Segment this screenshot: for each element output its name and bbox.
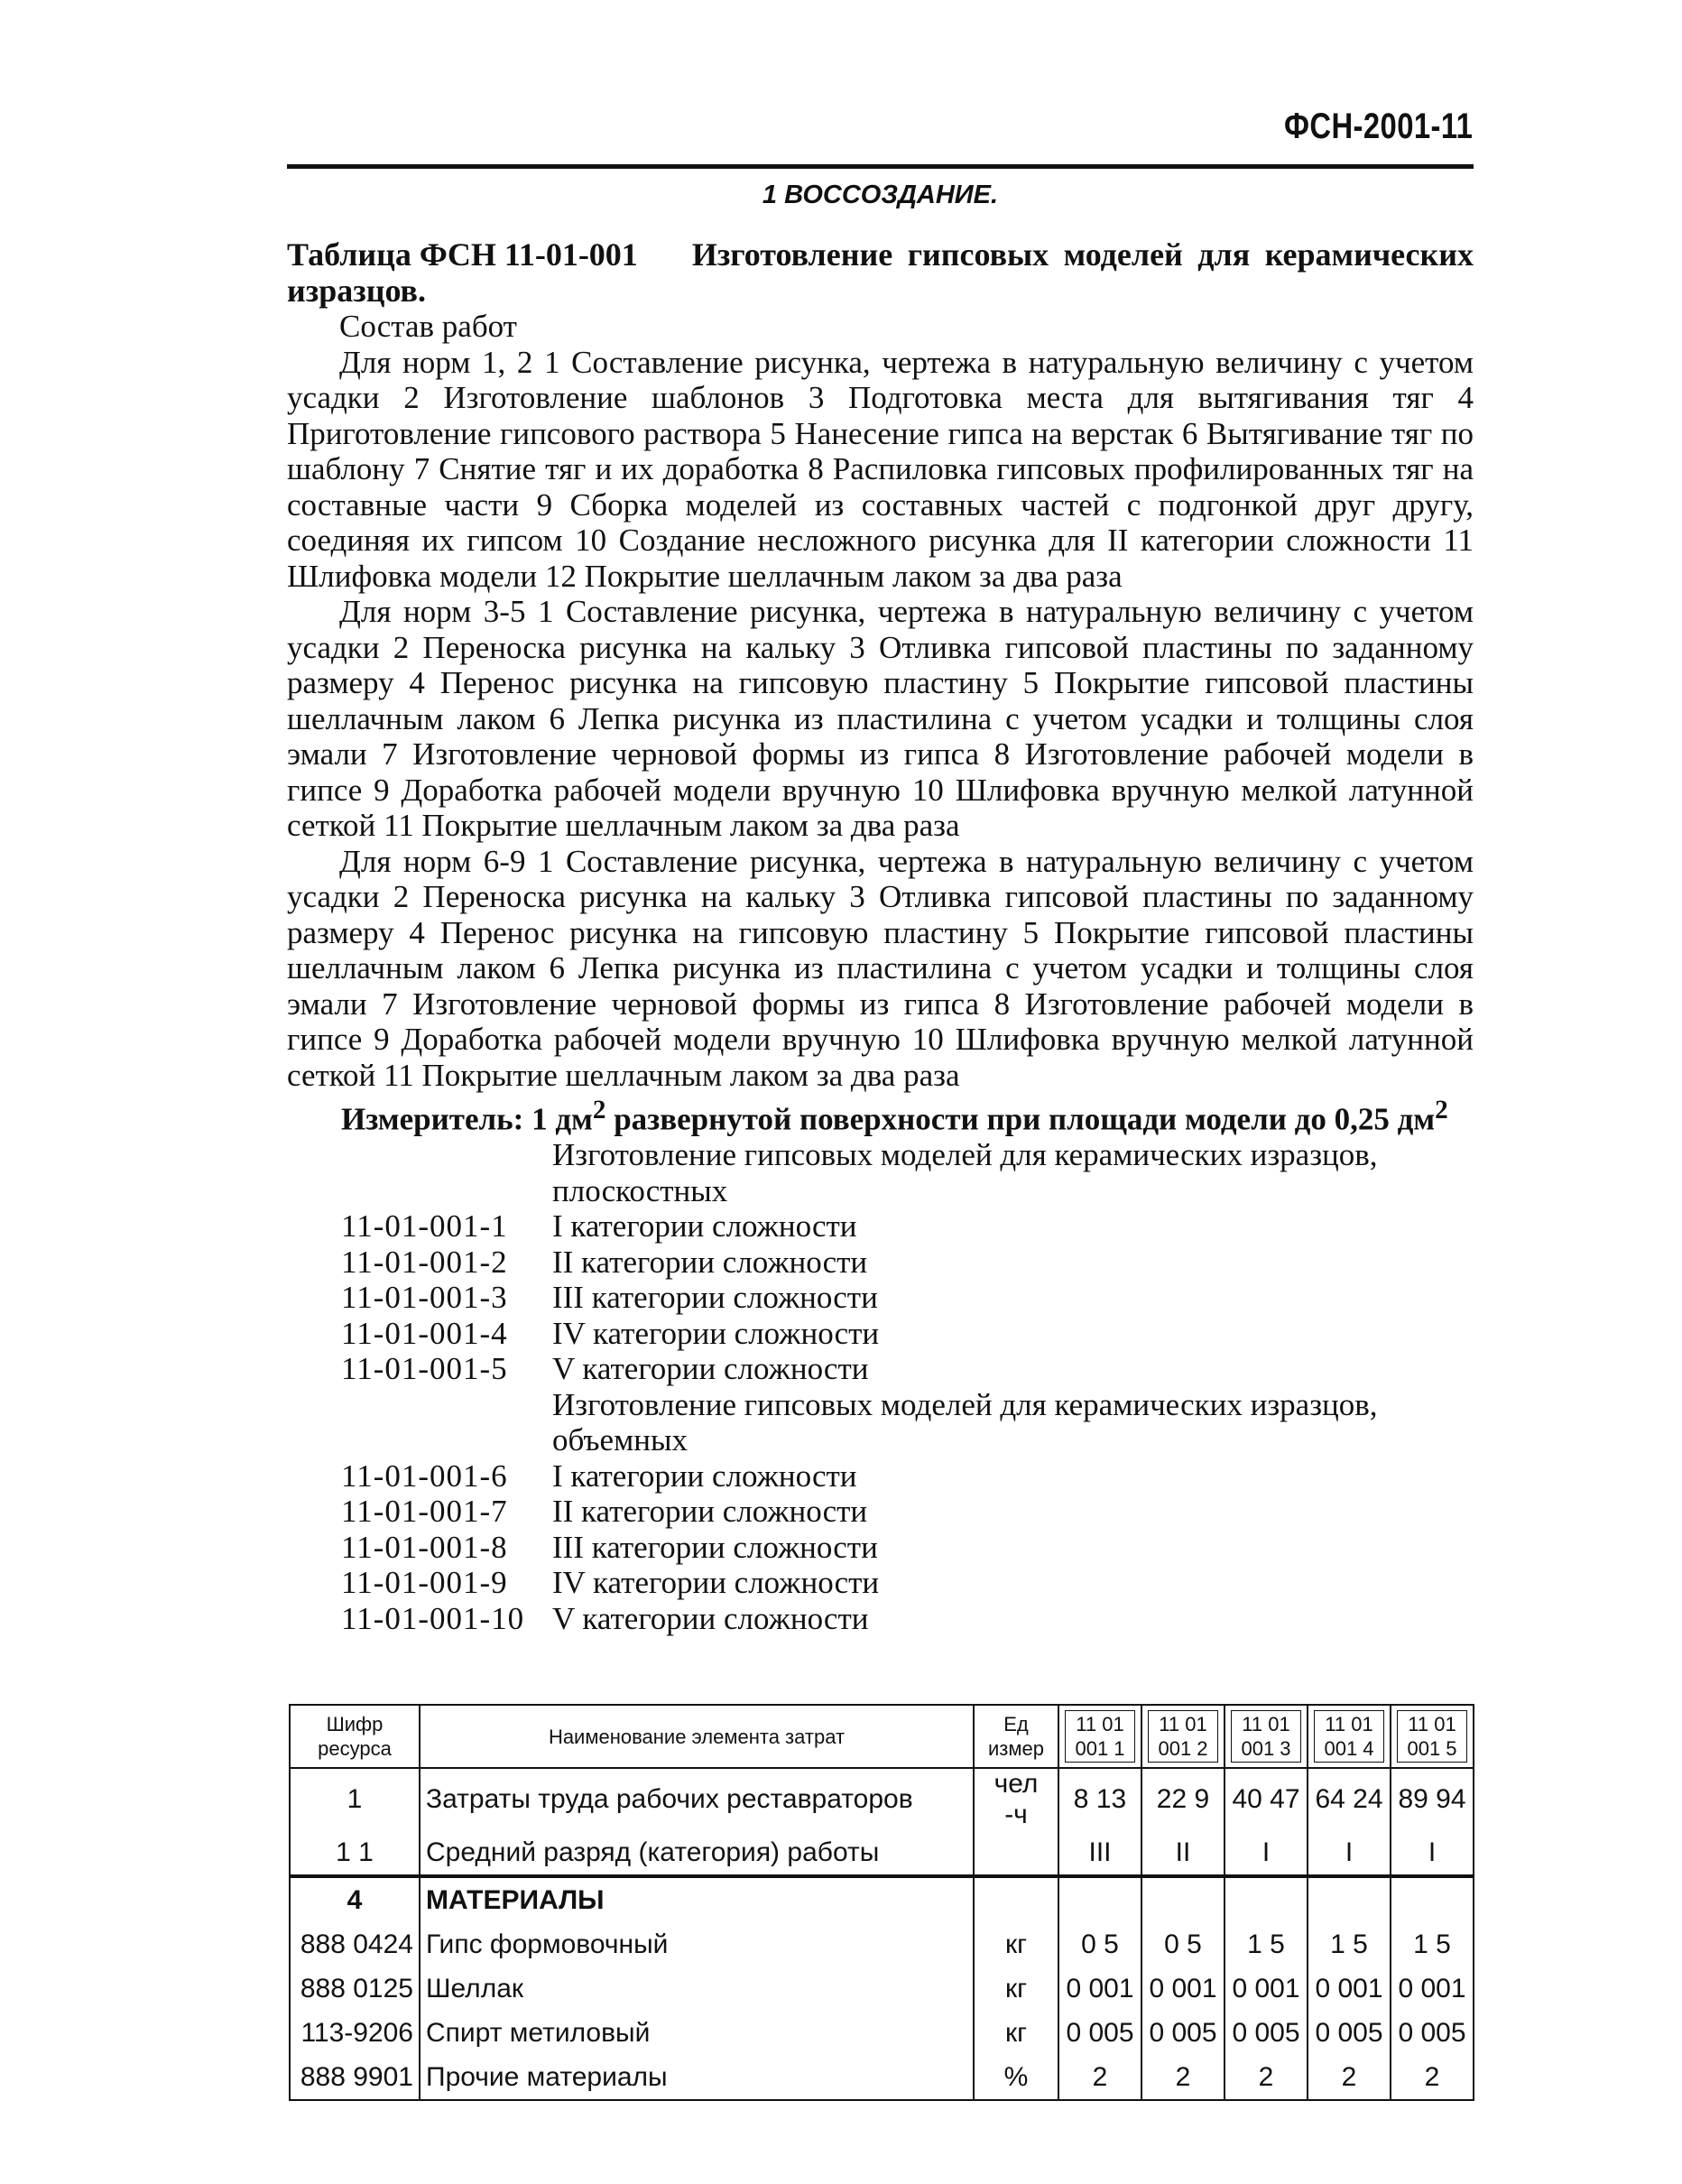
norm-label: III категории сложности [552, 1529, 878, 1565]
cell-value: III [1058, 1830, 1141, 1876]
cell-value: 2 [1391, 2055, 1474, 2100]
norm-row [287, 1245, 1474, 1281]
cell-value: 1 5 [1225, 1922, 1308, 1967]
cell-value: 0 001 [1391, 1967, 1474, 2011]
table-row [290, 2011, 1474, 2055]
header-col-label: 11 01 001 2 [1148, 1710, 1218, 1763]
cell-code: 113-9206 [290, 2011, 420, 2055]
norm-row [287, 1458, 1474, 1495]
section-title: 1 ВОССОЗДАНИЕ. [762, 180, 999, 209]
cell-value: 2 [1141, 2055, 1225, 2100]
cell-value: 0 005 [1308, 2011, 1391, 2055]
cell-name: Средний разряд (категория) работы [420, 1830, 974, 1876]
cell-name: Спирт метиловый [420, 2011, 974, 2055]
cell-value: 40 47 [1225, 1768, 1308, 1830]
cell-value: I [1308, 1830, 1391, 1876]
norm-codes [287, 1137, 1474, 1636]
norm-row [287, 1565, 1474, 1601]
norm-row [287, 1280, 1474, 1316]
cell-value: I [1391, 1830, 1474, 1876]
header-col-label: 11 01 001 5 [1397, 1710, 1467, 1763]
cell-value: 22 9 [1141, 1768, 1225, 1830]
cell-name: Гипс формовочный [420, 1922, 974, 1967]
norm-row [287, 1530, 1474, 1566]
norm-code: 11-01-001-4 [341, 1315, 508, 1351]
group-heading: Изготовление гипсовых моделей для керамических изразцов, плоскостных [552, 1137, 1378, 1208]
header-col [1141, 1705, 1225, 1768]
norm-row [287, 1316, 1474, 1352]
header-col [1058, 1705, 1141, 1768]
header-col [1308, 1705, 1391, 1768]
cell-value [1391, 1876, 1474, 1922]
cell-value: 0 005 [1058, 2011, 1141, 2055]
norm-label: II категории сложности [552, 1244, 868, 1280]
meter-middle: развернутой поверхности при площади модели до 0,25 дм [605, 1101, 1436, 1137]
norm-row [287, 1351, 1474, 1387]
table-row [290, 2055, 1474, 2100]
cell-value: 0 001 [1225, 1967, 1308, 2011]
table-row [290, 1922, 1474, 1967]
table-heading-name: Изготовление гипсовых моделей для керамических изразцов. [287, 236, 1474, 309]
norm-code: 11-01-001-8 [341, 1529, 508, 1565]
norm-label: III категории сложности [552, 1280, 878, 1316]
table-heading [287, 236, 1474, 309]
cell-unit [974, 1876, 1058, 1922]
document-code: ФСН-2001-11 [1283, 106, 1473, 146]
cell-value: 2 [1225, 2055, 1308, 2100]
cell-value: II [1141, 1830, 1225, 1876]
cell-code: 888 0125 [290, 1967, 420, 2011]
cell-unit: % [974, 2055, 1058, 2100]
norm-row [287, 1494, 1474, 1530]
header-unit: Ед измер [974, 1705, 1058, 1768]
cell-unit [974, 1830, 1058, 1876]
group-heading: Изготовление гипсовых моделей для керамических изразцов, объемных [552, 1386, 1378, 1458]
cell-value: 0 001 [1308, 1967, 1391, 2011]
table-row [290, 1967, 1474, 2011]
cell-unit: кг [974, 1967, 1058, 2011]
cost-table-header [290, 1705, 1474, 1768]
table-row [290, 1830, 1474, 1876]
norm-label: II категории сложности [552, 1494, 868, 1530]
norm-code: 11-01-001-9 [341, 1565, 508, 1601]
cell-code: 4 [290, 1876, 420, 1922]
cell-value [1225, 1876, 1308, 1922]
meter-superscript: 2 [1435, 1096, 1448, 1124]
header-col [1391, 1705, 1474, 1768]
cell-value: I [1225, 1830, 1308, 1876]
header-col-label: 11 01 001 3 [1231, 1710, 1301, 1763]
cell-code: 1 1 [290, 1830, 420, 1876]
header-col [1225, 1705, 1308, 1768]
work-paragraph: Для норм 6-9 1 Составление рисунка, чертежа в натуральную величину с учетом усадки 2 Переноска рисунка на кальку 3 Отливка гипсовой пластины по заданному размеру 4 Перенос рисунка на гипсовую пластину 5 Покрытие гипсовой пластины шеллачным лаком 6 Лепка рисунка из пластилина с учетом усадки и толщины слоя эмали 7 Изготовление черновой формы из гипса 8 Изготовление рабочей модели в гипсе 9 Доработка рабочей модели вручную 10 Шлифовка вручную мелкой латунной сеткой 11 Покрытие шеллачным лаком за два раза [287, 843, 1474, 1093]
header-col-label: 11 01 001 4 [1314, 1710, 1384, 1763]
work-paragraph: Для норм 1, 2 1 Составление рисунка, чертежа в натуральную величину с учетом усадки 2 Изготовление шаблонов 3 Подготовка места для вытягивания тяг 4 Приготовление гипсового раствора 5 Нанесение гипса на верстак 6 Вытягивание тяг по шаблону 7 Снятие тяг и их доработка 8 Распиловка гипсовых профилированных тяг на составные части 9 Сборка моделей из составных частей с подгонкой друг другу, соединяя их гипсом 10 Создание несложного рисунка для II категории сложности 11 Шлифовка модели 12 Покрытие шеллачным лаком за два раза [287, 344, 1474, 594]
page-content [287, 236, 1474, 1636]
cell-value: 2 [1058, 2055, 1141, 2100]
work-paragraph: Для норм 3-5 1 Составление рисунка, чертежа в натуральную величину с учетом усадки 2 Переноска рисунка на кальку 3 Отливка гипсовой пластины по заданному размеру 4 Перенос рисунка на гипсовую пластину 5 Покрытие гипсовой пластины шеллачным лаком 6 Лепка рисунка из пластилина с учетом усадки и толщины слоя эмали 7 Изготовление черновой формы из гипса 8 Изготовление рабочей модели в гипсе 9 Доработка рабочей модели вручную 10 Шлифовка вручную мелкой латунной сеткой 11 Покрытие шеллачным лаком за два раза [287, 594, 1474, 843]
norm-label: I категории сложности [552, 1208, 857, 1245]
cell-value [1308, 1876, 1391, 1922]
cell-value: 0 5 [1141, 1922, 1225, 1967]
norm-label: IV категории сложности [552, 1315, 880, 1351]
cell-value: 2 [1308, 2055, 1391, 2100]
header-rule [287, 164, 1474, 169]
cell-unit: кг [974, 1922, 1058, 1967]
norm-code: 11-01-001-10 [341, 1600, 525, 1636]
cell-value: 8 13 [1058, 1768, 1141, 1830]
cell-name: МАТЕРИАЛЫ [420, 1876, 974, 1922]
norm-row [287, 1208, 1474, 1245]
cell-code: 888 9901 [290, 2055, 420, 2100]
norm-label: V категории сложности [552, 1600, 869, 1636]
norm-code: 11-01-001-5 [341, 1351, 508, 1387]
cell-code: 1 [290, 1768, 420, 1830]
cell-value: 0 001 [1058, 1967, 1141, 2011]
cell-unit: кг [974, 2011, 1058, 2055]
cell-value [1058, 1876, 1141, 1922]
cell-name: Затраты труда рабочих реставраторов [420, 1768, 974, 1830]
cell-value: 64 24 [1308, 1768, 1391, 1830]
cost-table [289, 1704, 1474, 2101]
meter-line [341, 1093, 1474, 1137]
table-row [290, 1768, 1474, 1830]
norm-code: 11-01-001-6 [341, 1458, 508, 1494]
norm-code: 11-01-001-7 [341, 1494, 508, 1530]
table-row [290, 1876, 1474, 1922]
cell-value [1141, 1876, 1225, 1922]
cell-value: 0 001 [1141, 1967, 1225, 2011]
cell-value: 1 5 [1391, 1922, 1474, 1967]
cell-value: 0 005 [1141, 2011, 1225, 2055]
norm-code: 11-01-001-1 [341, 1208, 508, 1245]
meter-prefix: Измеритель: 1 дм [341, 1101, 593, 1137]
cell-unit: чел -ч [974, 1768, 1058, 1830]
cell-value: 0 5 [1058, 1922, 1141, 1967]
cell-name: Прочие материалы [420, 2055, 974, 2100]
cell-value: 0 005 [1225, 2011, 1308, 2055]
norm-code: 11-01-001-2 [341, 1244, 508, 1280]
cell-name: Шеллак [420, 1967, 974, 2011]
work-composition-title: Состав работ [339, 309, 517, 344]
norm-row [287, 1601, 1474, 1637]
norm-label: IV категории сложности [552, 1565, 880, 1601]
header-name: Наименование элемента затрат [420, 1705, 974, 1768]
header-code: Шифр ресурса [290, 1705, 420, 1768]
table-heading-label: Таблица ФСН 11-01-001 [287, 236, 638, 273]
cell-code: 888 0424 [290, 1922, 420, 1967]
cell-value: 1 5 [1308, 1922, 1391, 1967]
norm-label: V категории сложности [552, 1351, 869, 1387]
norm-label: I категории сложности [552, 1458, 857, 1494]
header-col-label: 11 01 001 1 [1065, 1710, 1135, 1763]
cell-value: 89 94 [1391, 1768, 1474, 1830]
cell-value: 0 005 [1391, 2011, 1474, 2055]
norm-code: 11-01-001-3 [341, 1280, 508, 1316]
meter-superscript: 2 [592, 1096, 606, 1124]
